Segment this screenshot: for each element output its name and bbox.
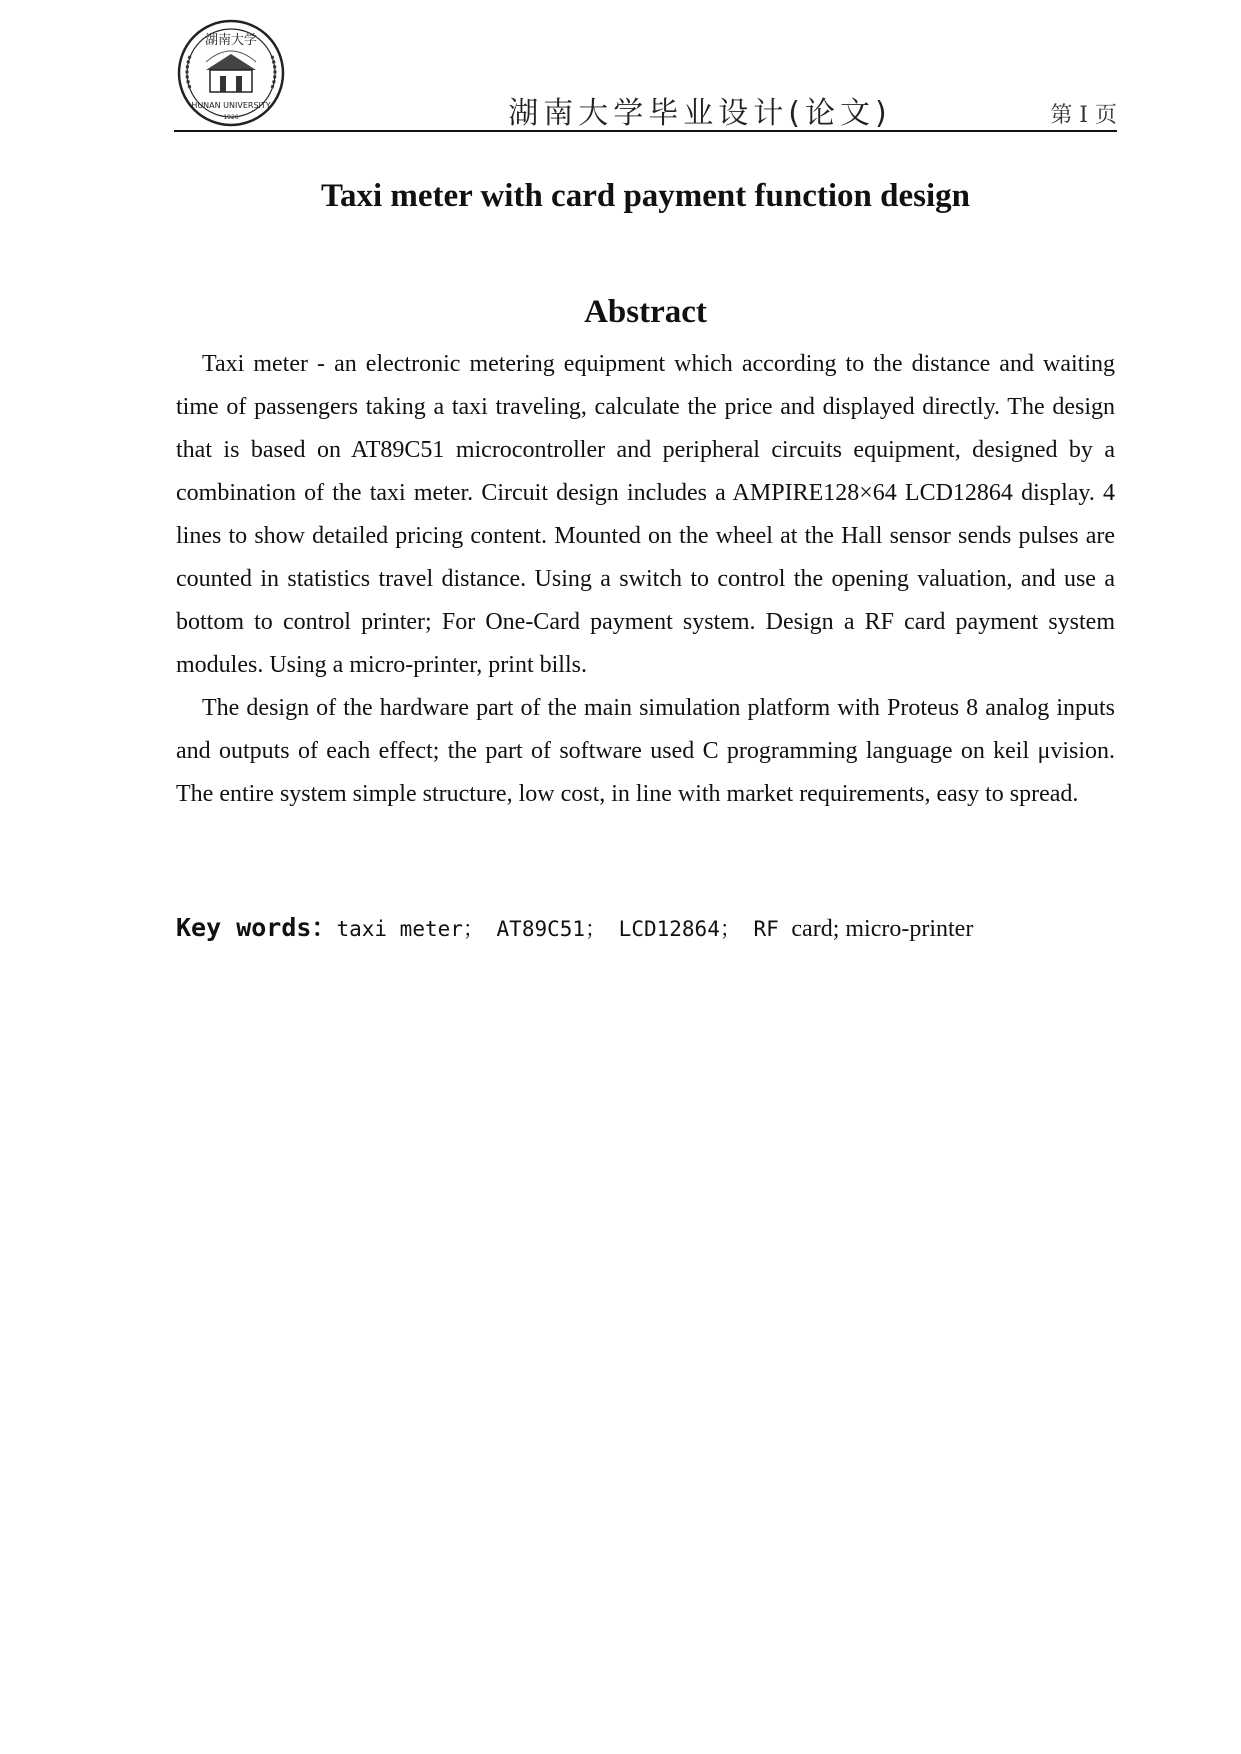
keywords-list-serif: card; micro-printer — [791, 916, 974, 942]
seal-year-text: 1926 — [223, 114, 239, 121]
seal-top-text: 湖南大学 — [204, 33, 258, 48]
abstract-heading: Abstract — [584, 294, 707, 330]
abstract-paragraph: Taxi meter - an electronic metering equipment which according to the distance and waiting time of passengers taking a taxi traveling, calculate the price and displayed directly. The design that is based on AT89C51 microcontroller and peripheral circuits equipment, designed by a combination of the taxi meter. Circuit design includes a AMPIRE128×64 LCD12864 display. 4 lines to show detailed pricing content. Mounted on the wheel at the Hall sensor sends pulses are counted in statistics travel distance. Using a switch to control the opening valuation, and use a bottom to control printer; For One-Card payment system. Design a RF card payment system modules. Using a micro-printer, print bills. — [176, 351, 1115, 678]
university-seal-graphic — [176, 18, 286, 128]
keywords-list-mono: taxi meter； AT89C51； LCD12864； RF — [336, 917, 792, 941]
document-title: Taxi meter with card payment function design — [320, 178, 970, 214]
seal-bottom-text: HUNAN UNIVERSITY — [191, 101, 271, 110]
university-header-title: 湖南大学毕业设计(论文) — [508, 96, 892, 131]
university-seal-icon — [176, 18, 286, 128]
abstract-body — [176, 343, 1115, 816]
abstract-paragraph: The design of the hardware part of the main simulation platform with Proteus 8 analog inputs and outputs of each effect; the part of software used C programming language on keil μvision. The entire system simple structure, low cost, in line with market requirements, easy to spread. — [176, 695, 1115, 807]
keywords-line — [176, 906, 1115, 951]
keywords-label: Key words： — [176, 913, 337, 942]
page-number-label: 第 I 页 — [1050, 103, 1117, 128]
header-divider — [174, 130, 1117, 132]
